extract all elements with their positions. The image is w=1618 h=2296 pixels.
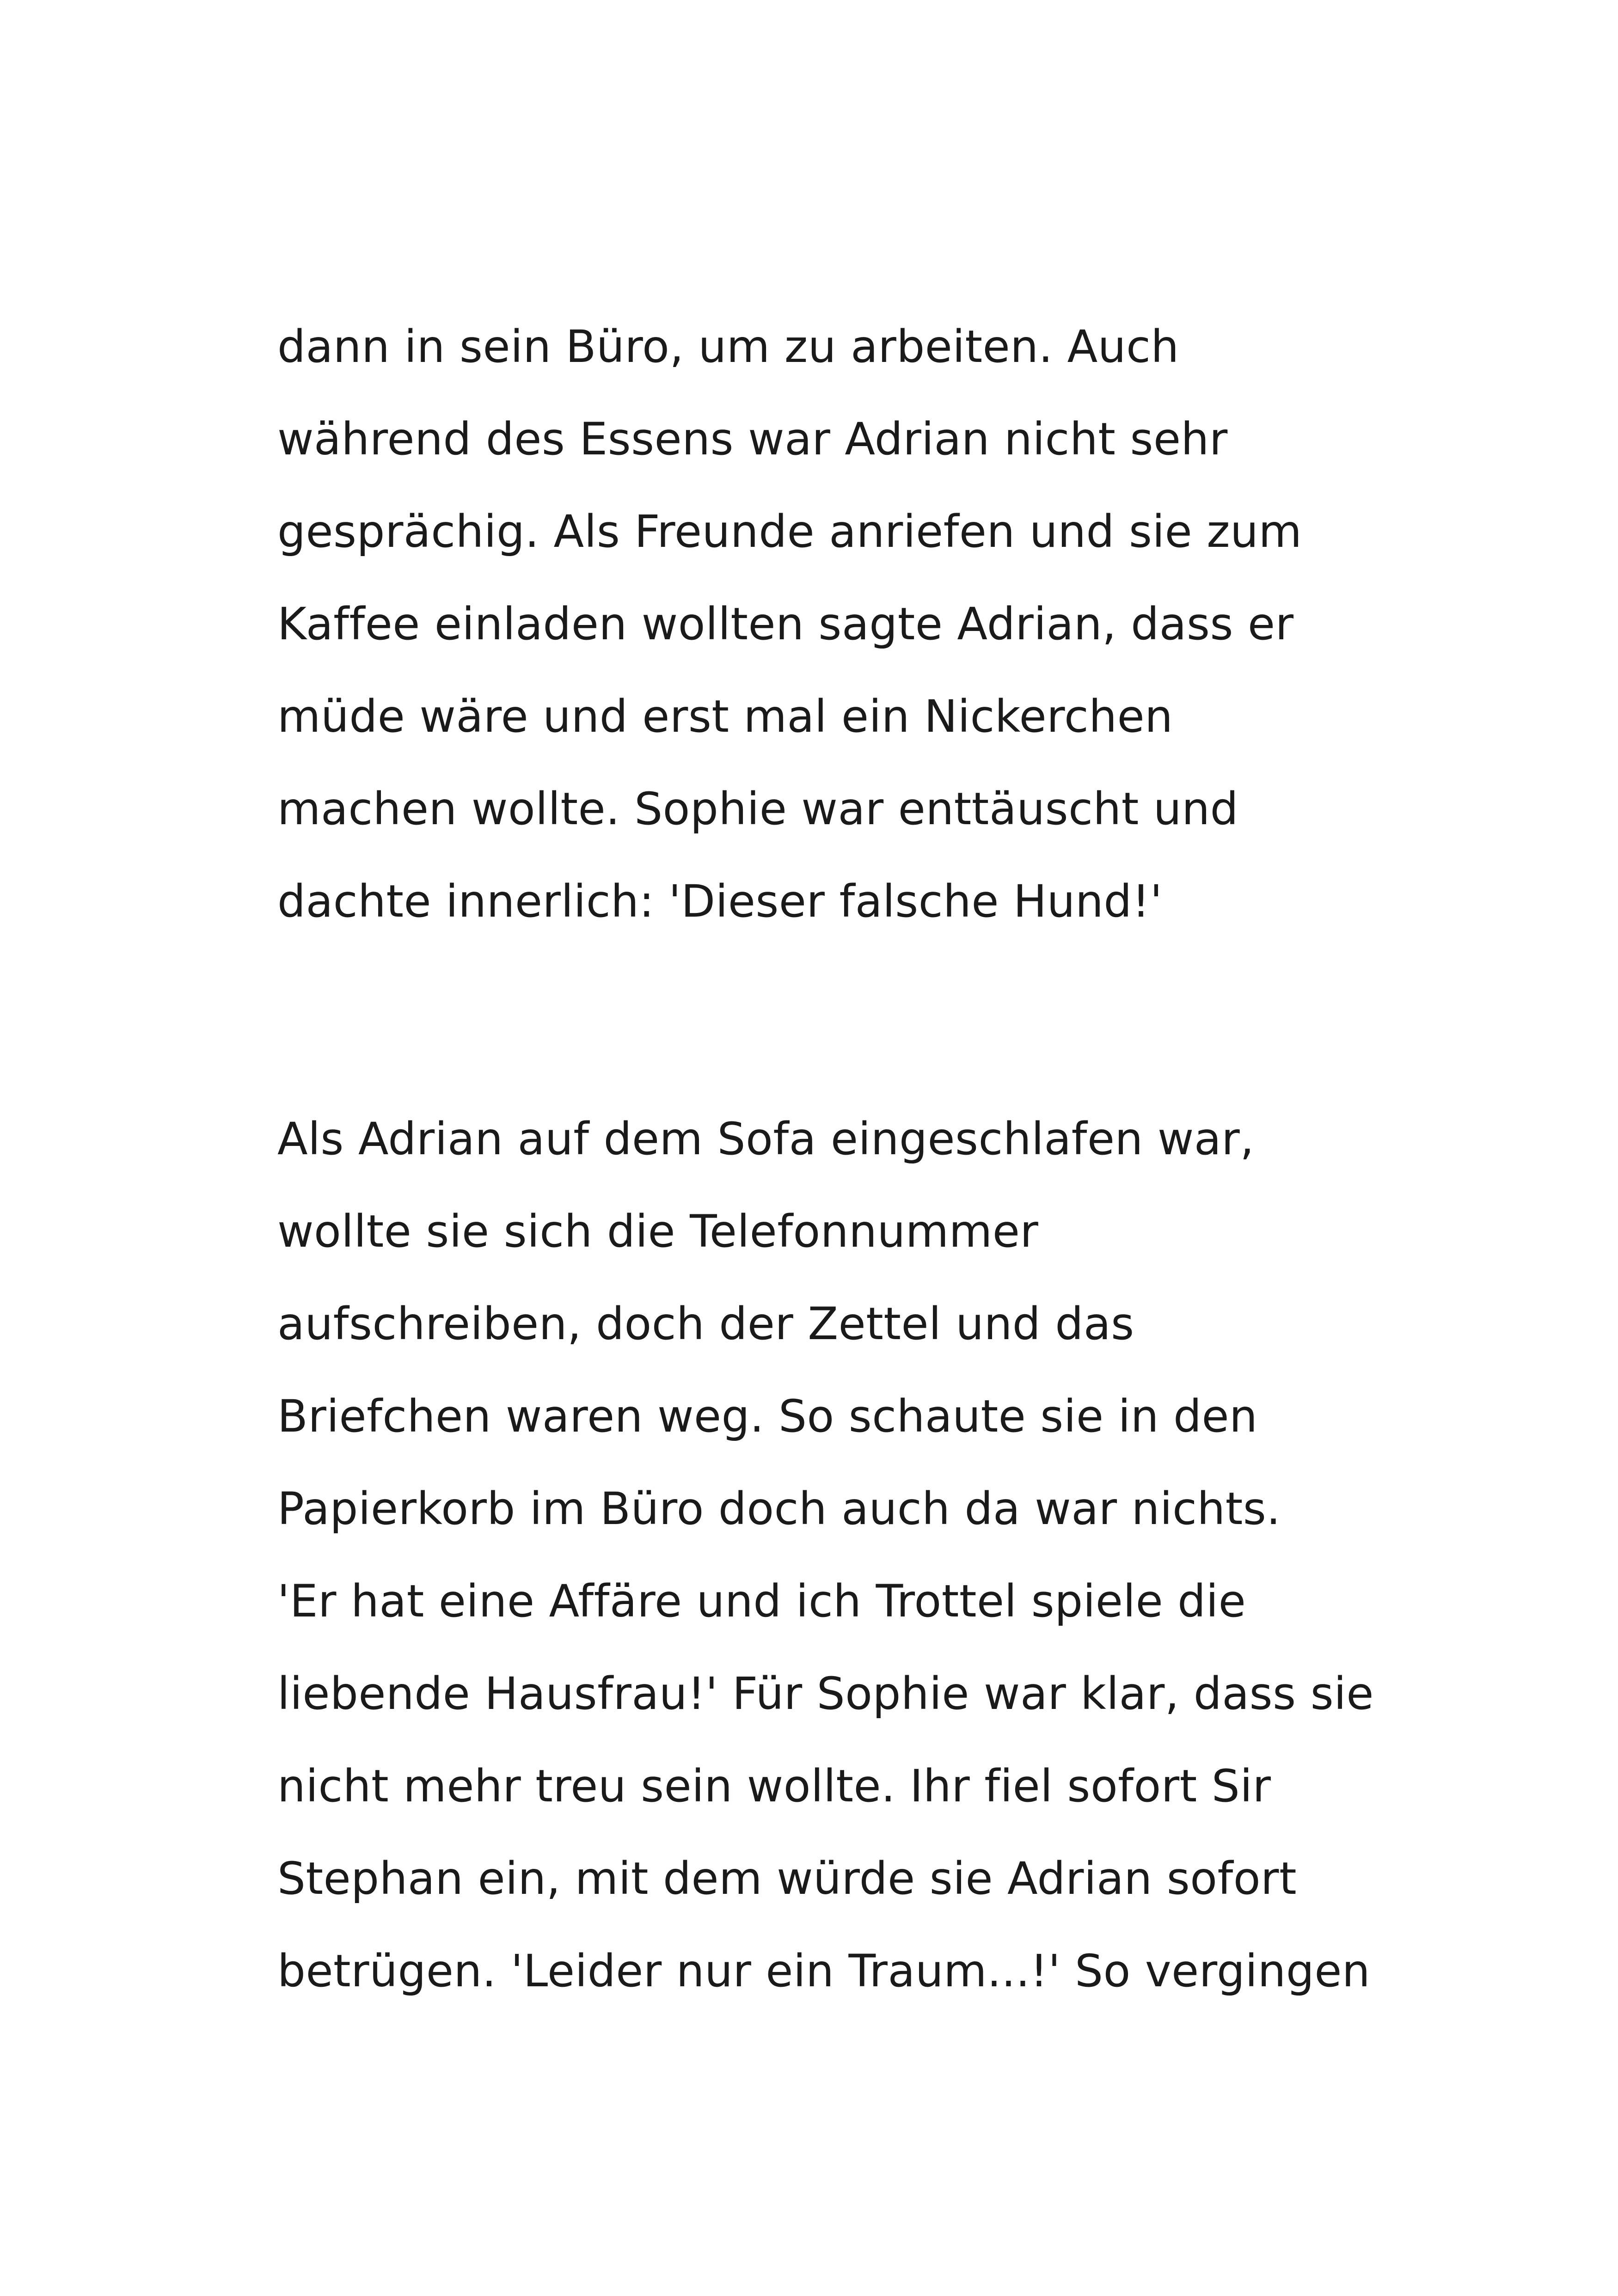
text-line: liebende Hausfrau!' Für Sophie war klar, dass sie (277, 1668, 1374, 1720)
text-line: Briefchen waren weg. So schaute sie in den (277, 1390, 1258, 1442)
text-line: nicht mehr treu sein wollte. Ihr fiel sofort Sir (277, 1760, 1271, 1812)
text-line: dann in sein Büro, um zu arbeiten. Auch (277, 321, 1179, 373)
text-line: wollte sie sich die Telefonnummer (277, 1206, 1039, 1257)
paragraph-2 (277, 1093, 1387, 2017)
text-line: Stephan ein, mit dem würde sie Adrian sofort (277, 1853, 1297, 1904)
text-line: Kaffee einladen wollten sagte Adrian, dass er (277, 598, 1294, 650)
text-line: gesprächig. Als Freunde anriefen und sie zum (277, 506, 1302, 557)
text-line: betrügen. 'Leider nur ein Traum...!' So vergingen (277, 1945, 1371, 1997)
text-line: aufschreiben, doch der Zettel und das (277, 1298, 1134, 1350)
text-line: machen wollte. Sophie war enttäuscht und (277, 783, 1239, 835)
text-line: während des Essens war Adrian nicht sehr (277, 413, 1228, 465)
text-line: dachte innerlich: 'Dieser falsche Hund!' (277, 876, 1163, 927)
text-line: müde wäre und erst mal ein Nickerchen (277, 691, 1173, 742)
text-line: 'Er hat eine Affäre und ich Trottel spiele die (277, 1575, 1246, 1627)
text-line: Papierkorb im Büro doch auch da war nichts. (277, 1483, 1281, 1535)
text-line: Als Adrian auf dem Sofa eingeschlafen war, (277, 1113, 1255, 1165)
paragraph-1 (277, 300, 1387, 948)
